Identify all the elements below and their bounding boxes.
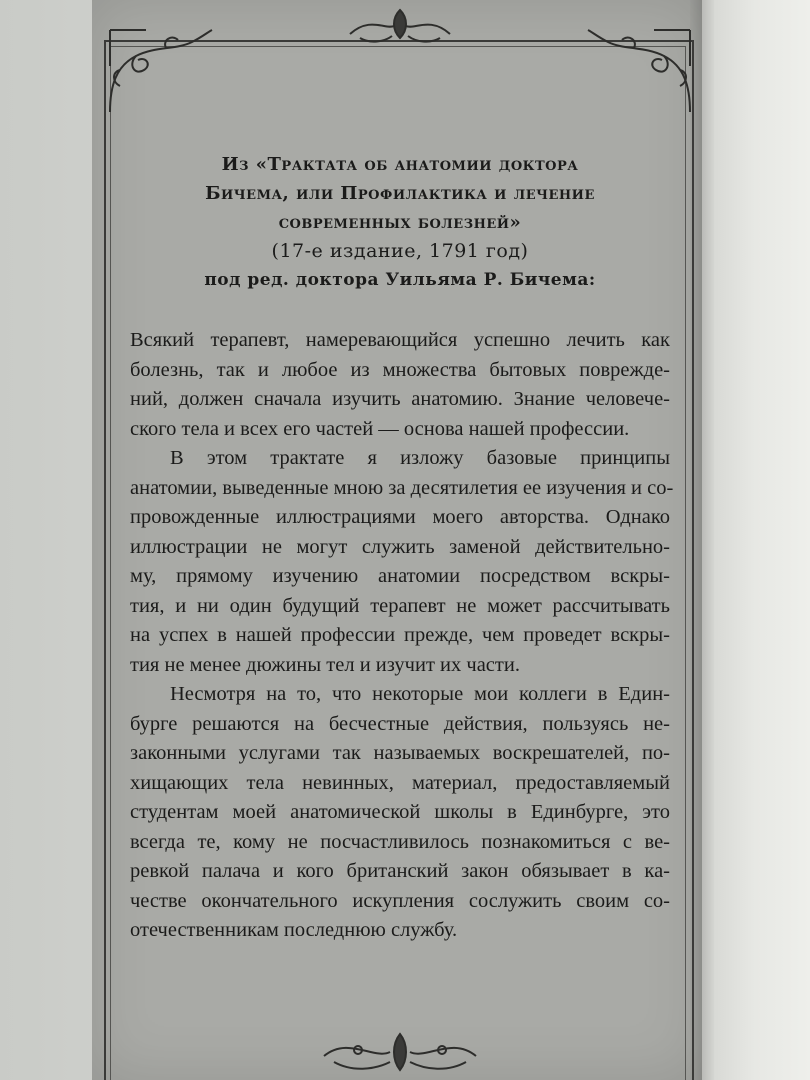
title-line: Бичема, или Профилактика и лечение <box>205 183 595 204</box>
body-line: ний, должен сначала изучить анатомию. Знание человече- <box>130 388 670 410</box>
edition-line: (17-е издание, 1791 год) <box>271 240 529 262</box>
excerpt-body <box>130 326 674 946</box>
top-center-fleuron-icon <box>340 4 460 48</box>
body-line: отечественникам последнюю службу. <box>130 919 458 941</box>
title-line: современных болезней» <box>278 212 522 233</box>
body-line: честве окончательного искупления сослужить своим со- <box>130 889 670 912</box>
body-line: иллюстрации не могут служить заменой действительно- <box>130 535 670 558</box>
body-line: студентам моей анатомической школы в Единбурге, это <box>130 801 670 823</box>
body-line: Всякий терапевт, намеревающийся успешно лечить как <box>130 329 670 351</box>
body-line: му, прямому изучению анатомии посредством вскры- <box>130 565 670 587</box>
body-line: провожденные иллюстрациями моего авторства. Однако <box>130 506 670 528</box>
body-line: хищающих тела невинных, материал, предоставляемый <box>130 771 670 794</box>
body-line: на успех в нашей профессии прежде, чем проведет вскры- <box>130 624 670 646</box>
body-line: всегда те, кому не посчастливилось познакомиться с ве- <box>130 830 670 853</box>
body-line: законными услугами так называемых воскрешателей, по- <box>130 742 670 764</box>
body-line: тия, и ни один будущий терапевт не может рассчитывать <box>130 594 670 617</box>
adjacent-page <box>700 0 810 1080</box>
excerpt-title <box>150 150 650 295</box>
bottom-center-fleuron-icon <box>318 1030 482 1078</box>
title-line: Из «Трактата об анатомии доктора <box>221 154 579 175</box>
body-line: ревкой палача и кого британский закон обязывает в ка- <box>130 860 670 882</box>
body-line: тия не менее дюжины тел и изучит их части. <box>130 653 520 676</box>
body-line: В этом трактате я изложу базовые принципы <box>170 447 670 469</box>
top-left-flourish-icon <box>106 26 216 116</box>
top-right-flourish-icon <box>584 26 694 116</box>
body-line: анатомии, выведенные мною за десятилетия ее изучения и со- <box>130 476 674 499</box>
body-line: бурге решаются на бесчестные действия, пользуясь не- <box>130 712 670 735</box>
body-line: ского тела и всех его частей — основа нашей профессии. <box>130 417 630 440</box>
body-line: болезнь, так и любое из множества бытовых поврежде- <box>130 358 670 381</box>
editor-line: под ред. доктора Уильяма Р. Бичема: <box>204 270 596 290</box>
body-line: Несмотря на то, что некоторые мои коллеги в Един- <box>170 683 670 705</box>
